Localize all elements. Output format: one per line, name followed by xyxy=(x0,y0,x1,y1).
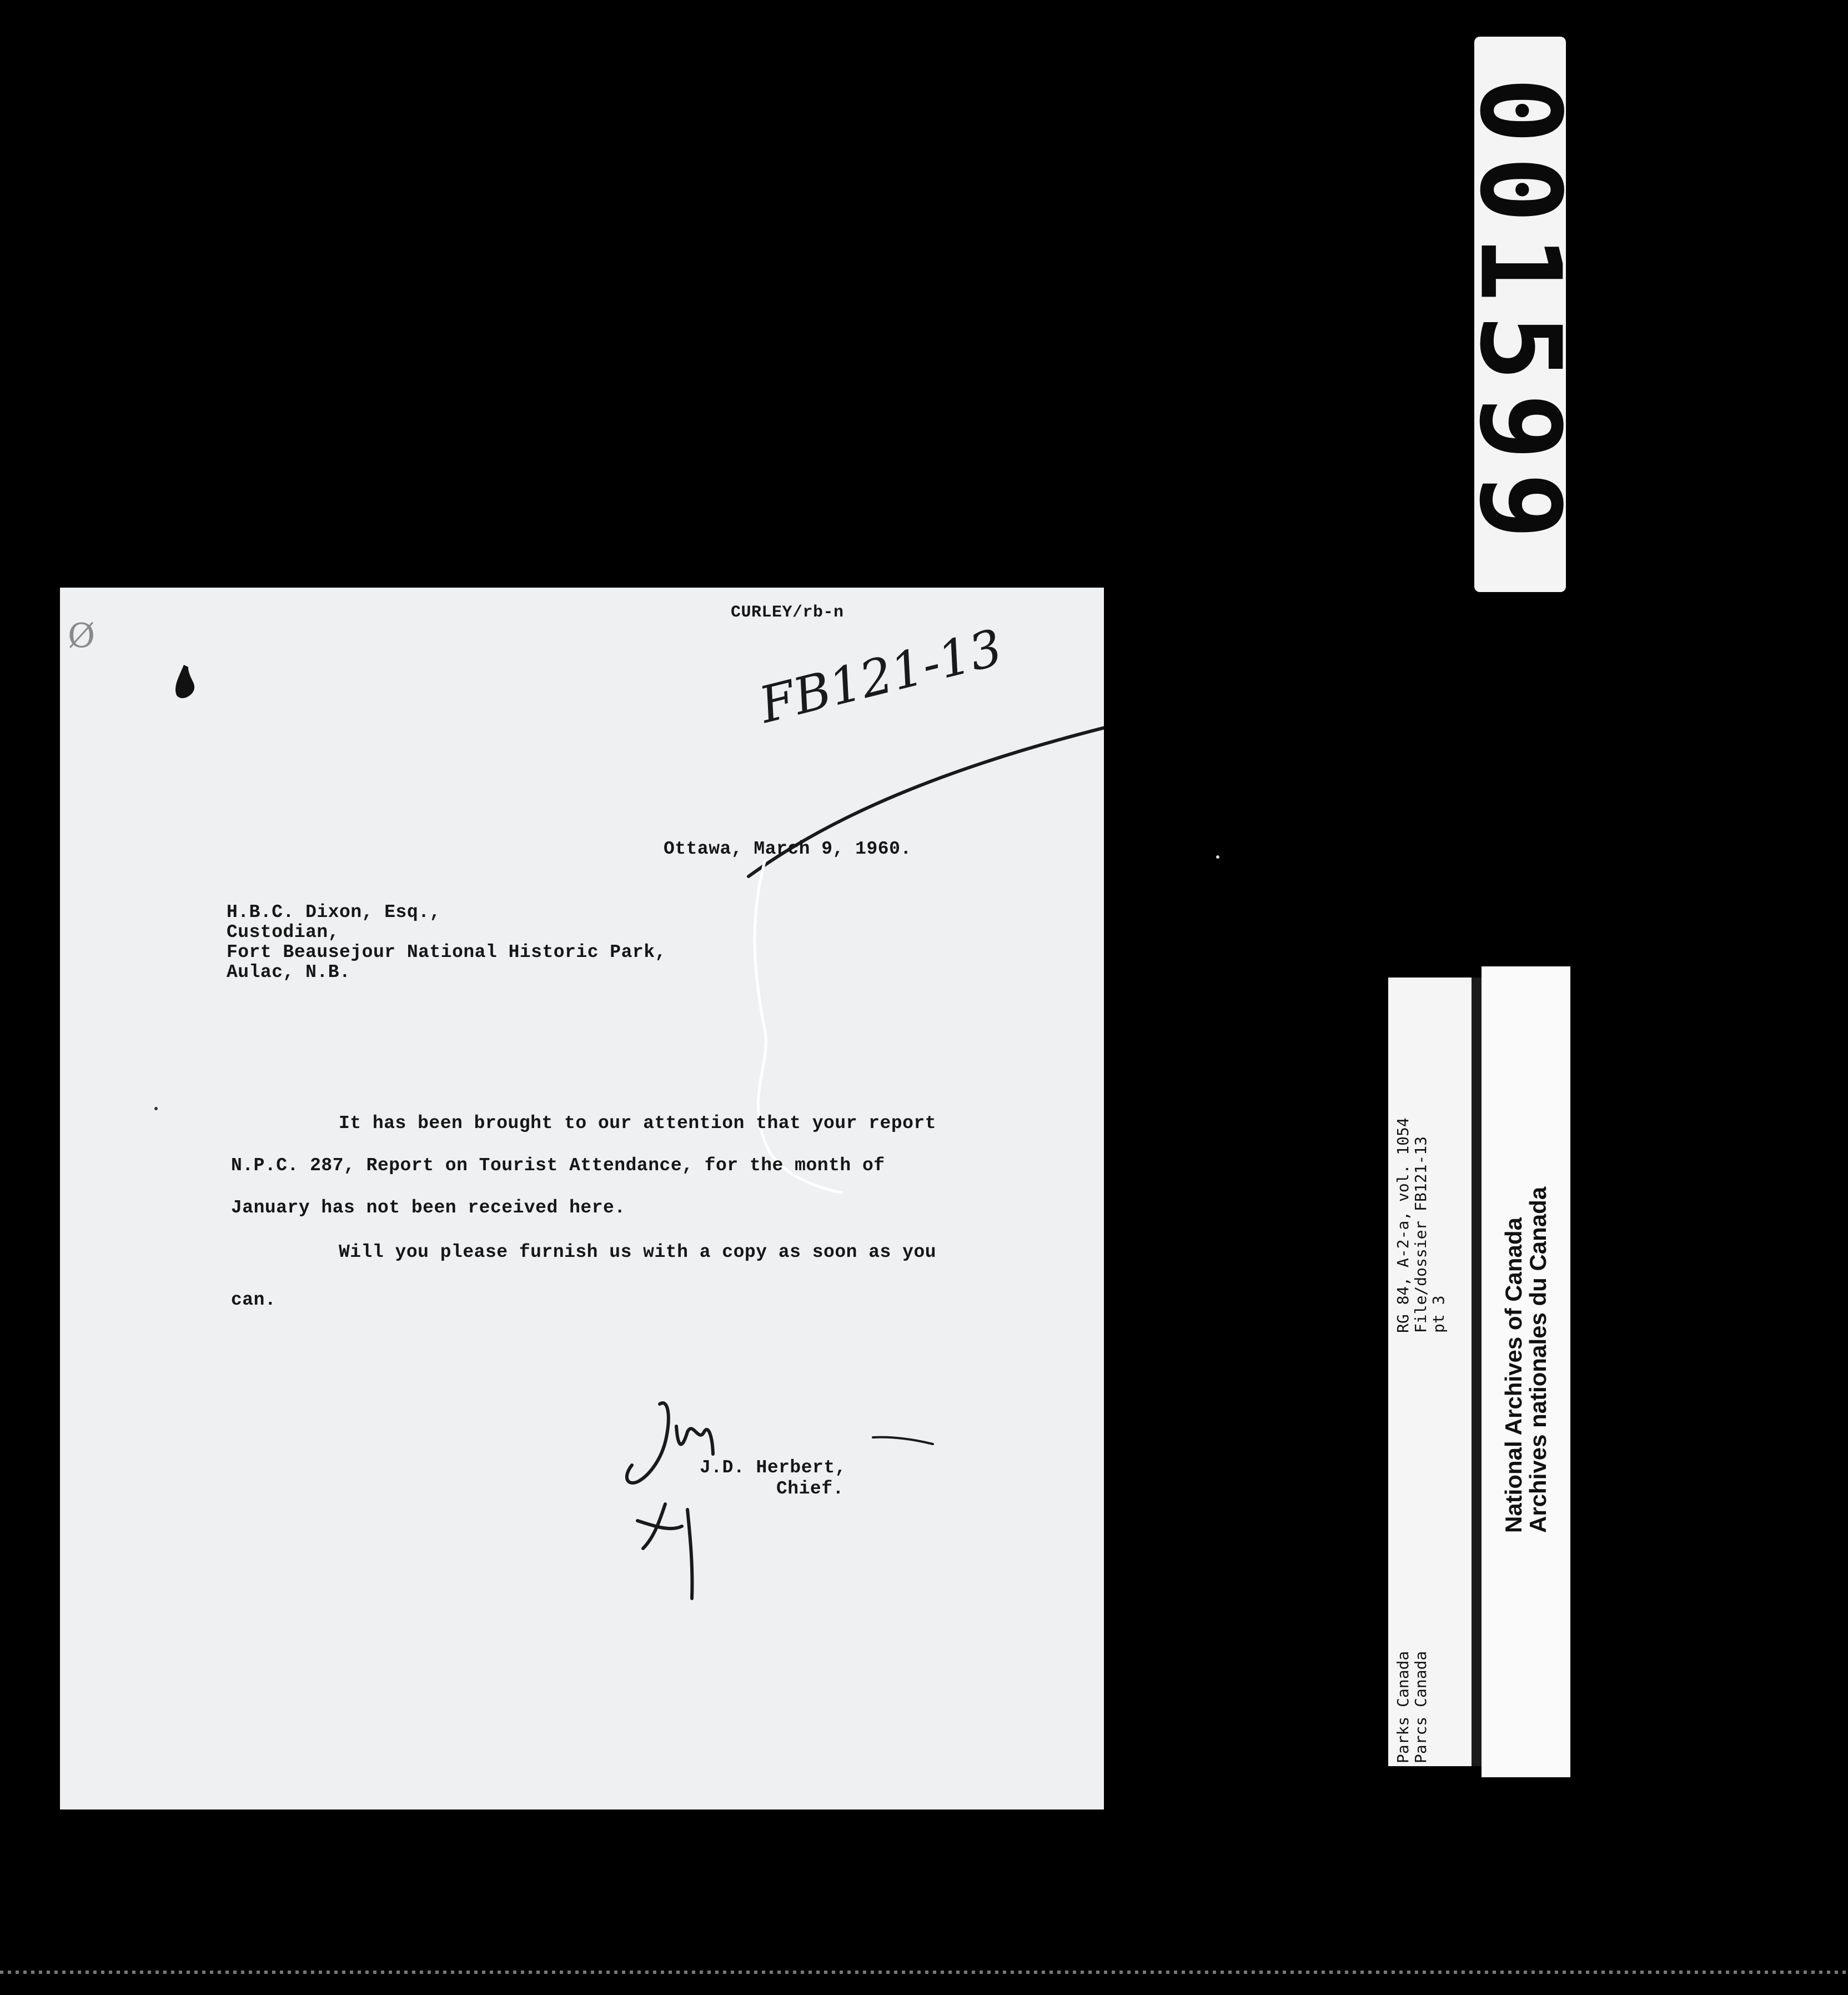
label-divider xyxy=(1472,978,1482,1766)
reference-line: CURLEY/rb-n xyxy=(731,603,844,622)
body-line: It has been brought to our attention that your report xyxy=(339,1113,937,1134)
agency-name-line: Parcs Canada xyxy=(1412,1651,1430,1763)
body-line: N.P.C. 287, Report on Tourist Attendance, for the month of xyxy=(231,1155,885,1176)
signatory-title: Chief. xyxy=(776,1478,844,1499)
archive-reference-line: File/dossier FB121-13 xyxy=(1412,1136,1430,1333)
archive-label-reference-panel xyxy=(1388,978,1472,1766)
signatory-name: J.D. Herbert, xyxy=(700,1457,846,1478)
archive-label-institution-panel xyxy=(1482,966,1570,1777)
address-line: Fort Beausejour National Historic Park, xyxy=(227,942,666,963)
archives-name-line: Archives nationales du Canada xyxy=(1525,1186,1551,1533)
speck xyxy=(154,1107,158,1110)
signature-initials xyxy=(615,1393,760,1604)
margin-mark: Ø xyxy=(68,616,96,655)
body-line: can. xyxy=(231,1290,277,1310)
address-line: Custodian, xyxy=(227,922,340,943)
body-line: Will you please furnish us with a copy as soon as you xyxy=(339,1242,937,1262)
frame-number: 001599 xyxy=(1455,77,1585,552)
archive-reference-line: RG 84, A-2-a, vol. 1054 xyxy=(1394,1117,1412,1333)
film-edge xyxy=(0,1971,1848,1974)
archive-label xyxy=(1388,966,1571,1777)
signature-dash xyxy=(871,1432,937,1448)
ink-blot xyxy=(168,663,213,707)
agency-name-line: Parks Canada xyxy=(1394,1651,1412,1763)
fold-line xyxy=(682,854,848,1243)
archive-reference-line: pt 3 xyxy=(1429,1295,1448,1333)
letter-page xyxy=(60,588,1104,1809)
handwritten-file-number: FB121-13 xyxy=(754,618,1008,735)
date-line: Ottawa, March 9, 1960. xyxy=(664,839,912,859)
body-line: January has not been received here. xyxy=(231,1197,626,1218)
speck xyxy=(1216,855,1219,859)
address-line: H.B.C. Dixon, Esq., xyxy=(227,902,441,923)
frame-number-strip xyxy=(1455,37,1585,592)
archives-name-line: National Archives of Canada xyxy=(1500,1217,1526,1533)
address-line: Aulac, N.B. xyxy=(227,962,351,983)
